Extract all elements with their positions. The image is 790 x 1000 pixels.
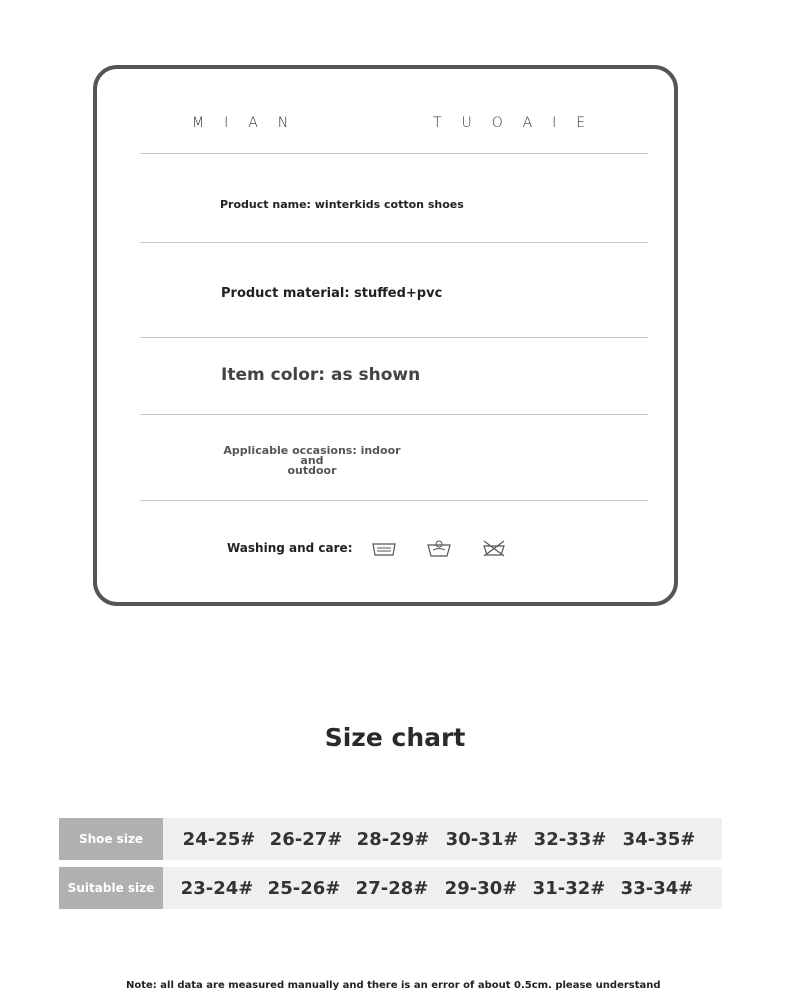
suitable-size-row	[59, 867, 722, 909]
brand-name-right: TUOAIE	[433, 115, 606, 131]
product-name: Product name: winterkids cotton shoes	[220, 198, 464, 211]
do-not-wash-icon	[481, 538, 507, 558]
size-cell: 24-25#	[182, 828, 256, 850]
row-label: Suitable size	[59, 867, 163, 909]
divider	[140, 337, 648, 338]
occasions-line-2: outdoor	[287, 464, 337, 477]
size-chart-title: Size chart	[324, 723, 466, 752]
applicable-occasions	[220, 446, 404, 476]
size-cell: 29-30#	[444, 877, 518, 899]
washing-and-care-label: Washing and care:	[227, 541, 353, 555]
shoe-size-row	[59, 818, 722, 860]
size-cell: 25-26#	[267, 877, 341, 899]
measurement-note: Note: all data are measured manually and there is an error of about 0.5cm. please understand	[126, 980, 661, 991]
row-label: Shoe size	[59, 818, 163, 860]
size-cell: 34-35#	[622, 828, 696, 850]
size-cell: 31-32#	[532, 877, 606, 899]
size-cell: 32-33#	[533, 828, 607, 850]
size-cell: 27-28#	[355, 877, 429, 899]
item-color: Item color: as shown	[221, 365, 421, 385]
hand-wash-icon	[371, 538, 397, 558]
size-cell: 23-24#	[180, 877, 254, 899]
size-cell: 33-34#	[620, 877, 694, 899]
size-cell: 28-29#	[356, 828, 430, 850]
divider	[140, 153, 648, 154]
brand-name-left: MIAN	[192, 115, 309, 131]
size-cell: 30-31#	[445, 828, 519, 850]
divider	[140, 242, 648, 243]
divider	[140, 414, 648, 415]
product-info-card	[93, 65, 678, 606]
divider	[140, 500, 648, 501]
product-material: Product material: stuffed+pvc	[221, 286, 443, 301]
wash-basin-icon	[426, 538, 452, 558]
occasions-line-1: Applicable occasions: indoor and	[223, 444, 401, 467]
size-cell: 26-27#	[269, 828, 343, 850]
